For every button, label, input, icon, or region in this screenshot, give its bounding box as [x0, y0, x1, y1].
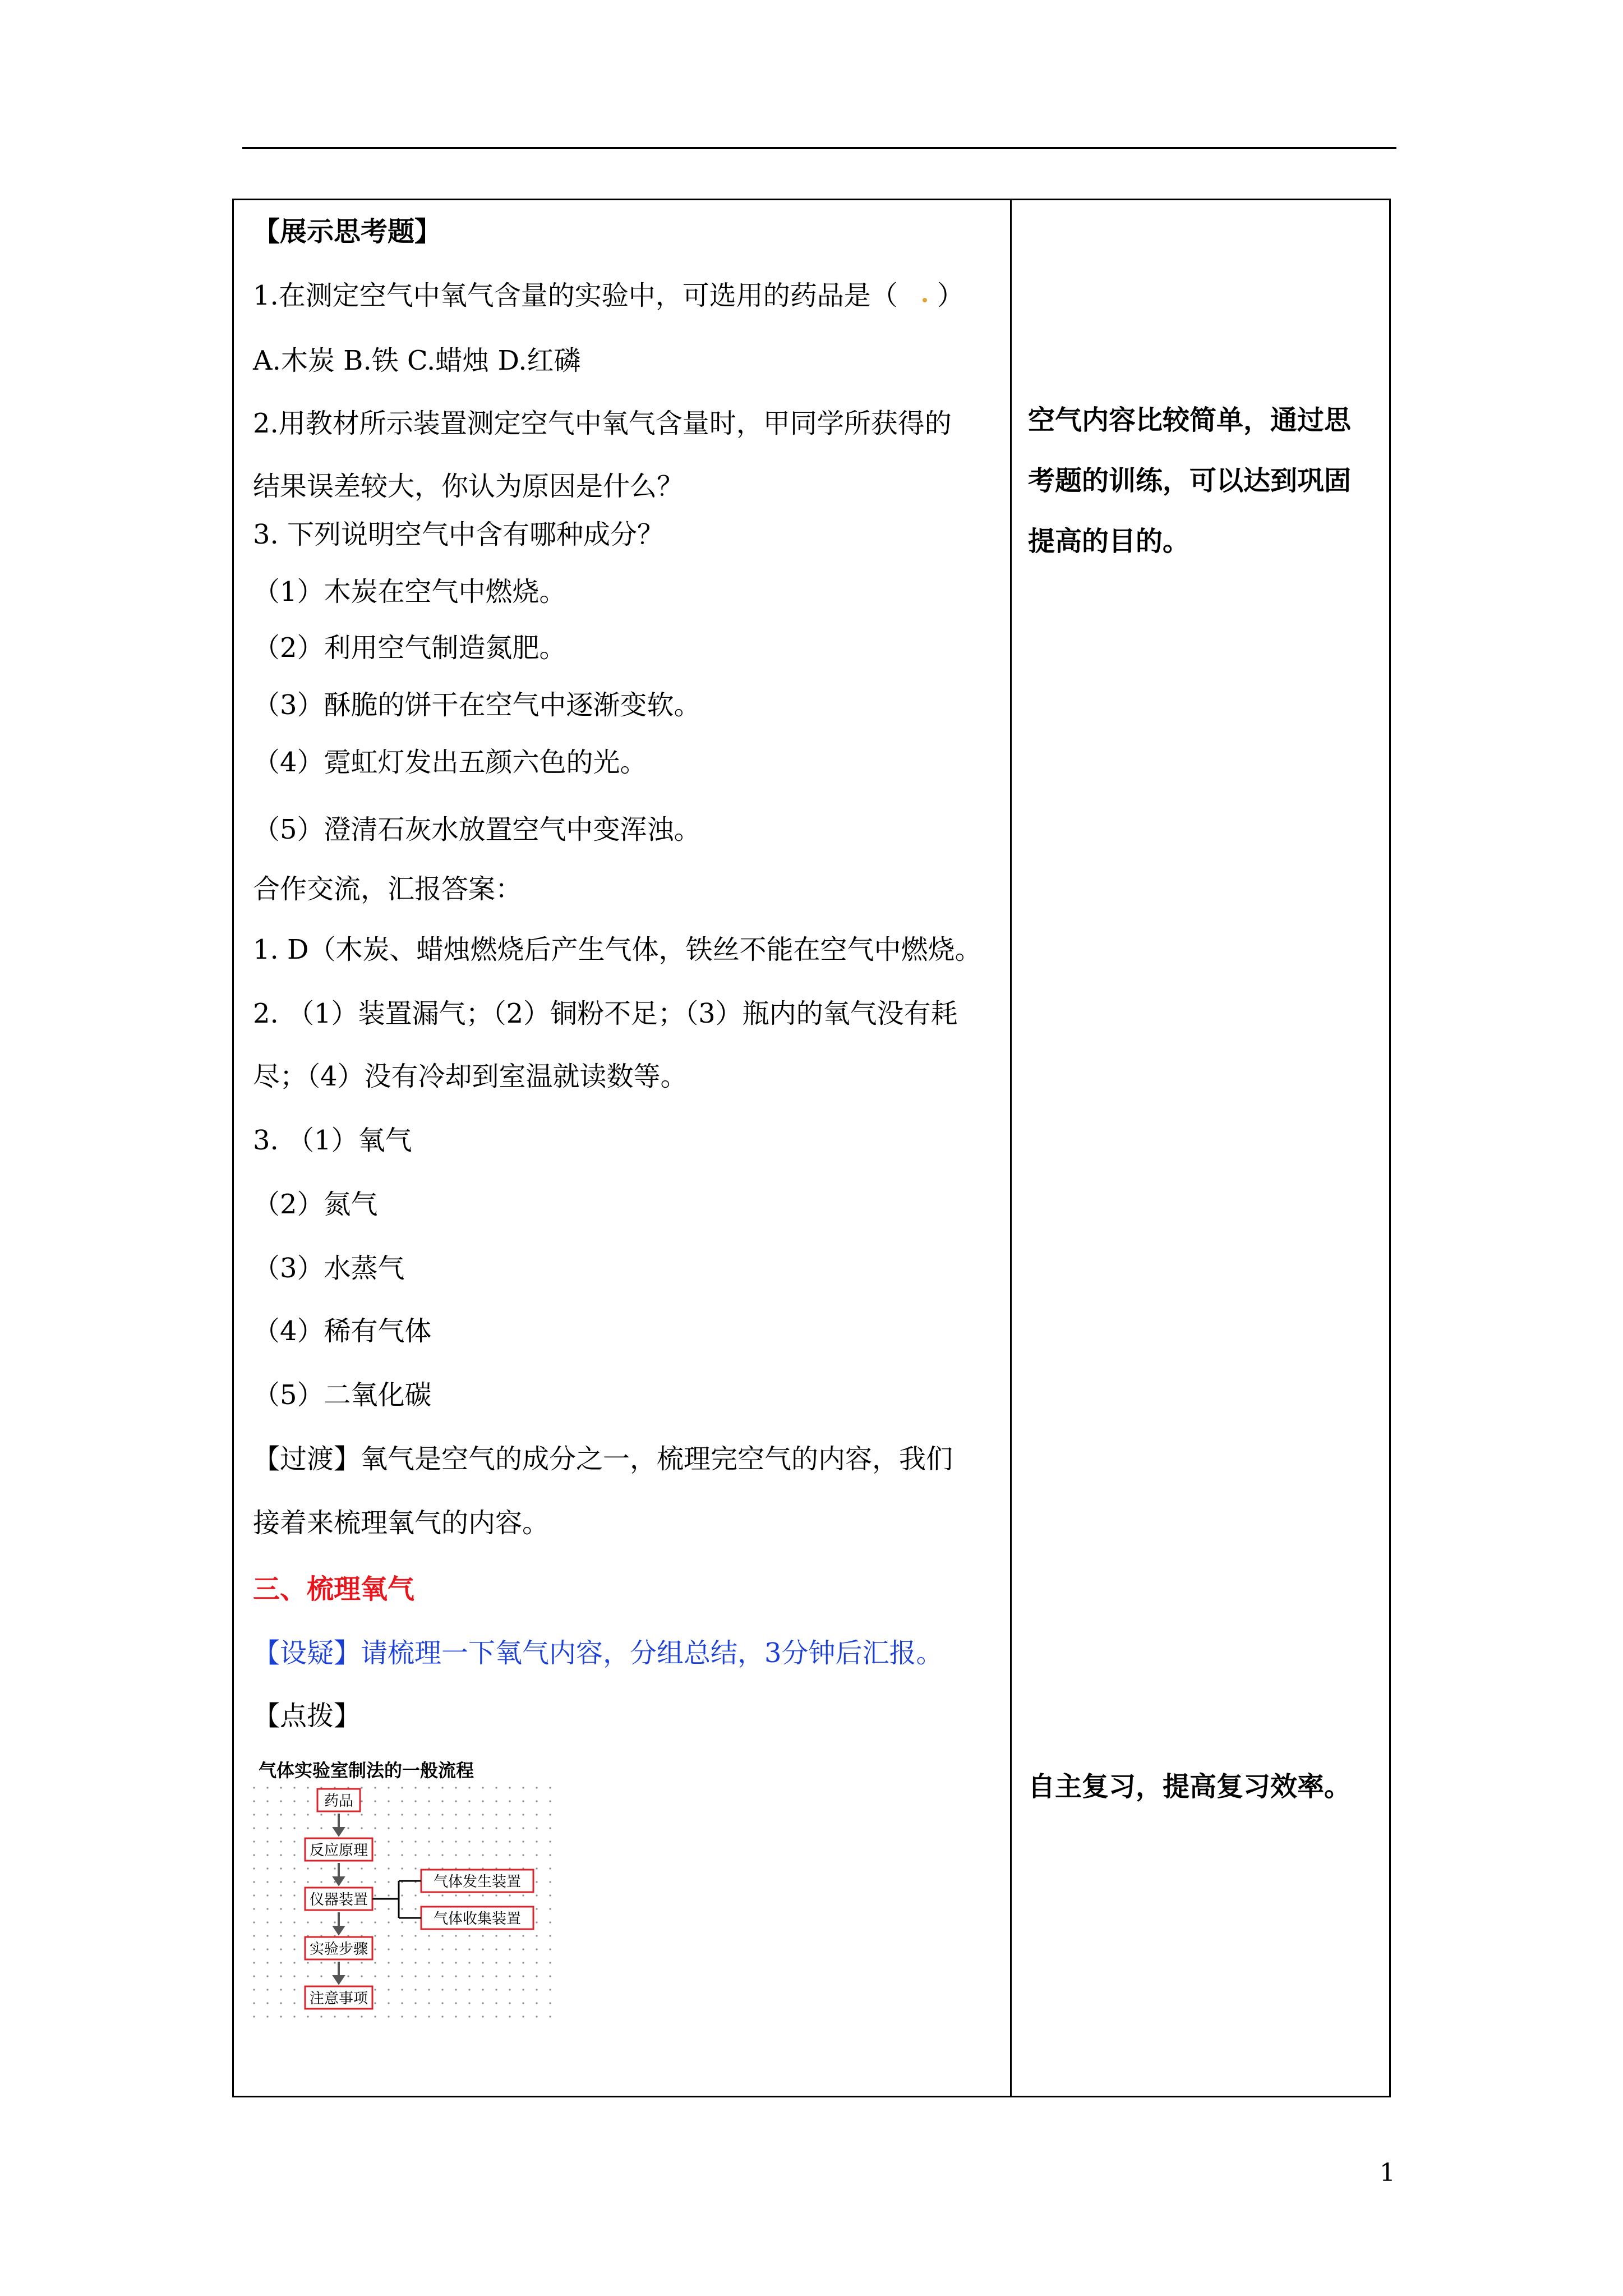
header-rule: [242, 147, 1396, 149]
answer-3-item: （5）二氧化碳: [253, 1379, 432, 1411]
gas-preparation-flowchart: [253, 1760, 556, 2018]
step-label: 实验步骤: [309, 1940, 368, 1957]
branch-label: 气体收集装置: [433, 1910, 522, 1927]
flowchart-title: 气体实验室制法的一般流程: [259, 1760, 474, 1780]
answer-2-line-2: 尽；（4）没有冷却到室温就读数等。: [253, 1061, 688, 1092]
question-1: 1.在测定空气中氧气含量的实验中，可选用的药品是（ ）: [253, 280, 964, 311]
question-1-options: A.木炭 B.铁 C.蜡烛 D.红磷: [253, 345, 581, 376]
step-label: 反应原理: [309, 1842, 368, 1858]
column-divider: [1010, 200, 1012, 2096]
transition-line-2: 接着来梳理氧气的内容。: [253, 1507, 550, 1539]
answer-3-item: （4）稀有气体: [253, 1315, 432, 1347]
lesson-table: [232, 199, 1391, 2097]
question-3-item: （4）霓虹灯发出五颜六色的光。: [253, 747, 647, 778]
question-3-item: （3）酥脆的饼干在空气中逐渐变软。: [253, 689, 701, 721]
question-3-item: （5）澄清石灰水放置空气中变浑浊。: [253, 814, 701, 845]
answer-1: 1. D（木炭、蜡烛燃烧后产生气体，铁丝不能在空气中燃烧。: [253, 934, 982, 965]
question-2-line-2: 结果误差较大，你认为原因是什么？: [253, 471, 684, 502]
teaching-note-line: 空气内容比较简单，通过思: [1028, 404, 1352, 436]
question-prompt: 【设疑】请梳理一下氧气内容，分组总结，3分钟后汇报。: [253, 1637, 943, 1669]
teaching-note-line: 提高的目的。: [1028, 526, 1190, 557]
answer-2-line-1: 2. （1）装置漏气；（2）铜粉不足；（3）瓶内的氧气没有耗: [253, 998, 958, 1029]
transition-line-1: 【过渡】氧气是空气的成分之一，梳理完空气的内容，我们: [253, 1443, 953, 1475]
branch-label: 气体发生装置: [433, 1873, 522, 1890]
question-3-item: （1）木炭在空气中燃烧。: [253, 576, 566, 608]
cooperate-heading: 合作交流，汇报答案：: [253, 873, 523, 905]
answer-3-item: （2）氮气: [253, 1189, 378, 1220]
answer-3-item: 3. （1）氧气: [253, 1125, 412, 1156]
teaching-note-2: 自主复习，提高复习效率。: [1028, 1771, 1352, 1802]
step-label: 仪器装置: [309, 1891, 368, 1908]
step-label: 药品: [324, 1792, 354, 1809]
section-heading: 【展示思考题】: [253, 216, 442, 247]
question-3: 3. 下列说明空气中含有哪种成分？: [253, 519, 665, 550]
dotted-background: [253, 1777, 556, 2018]
hint-label: 【点拨】: [253, 1700, 361, 1732]
question-2-line-1: 2.用教材所示装置测定空气中氧气含量时，甲同学所获得的: [253, 408, 952, 439]
question-3-item: （2）利用空气制造氮肥。: [253, 632, 566, 664]
teaching-note-line: 考题的训练，可以达到巩固: [1028, 465, 1352, 496]
section-title: 三、梳理氧气: [253, 1573, 415, 1605]
answer-3-item: （3）水蒸气: [253, 1253, 405, 1284]
step-label: 注意事项: [309, 1990, 368, 2007]
page-number: 1: [1380, 2159, 1395, 2187]
